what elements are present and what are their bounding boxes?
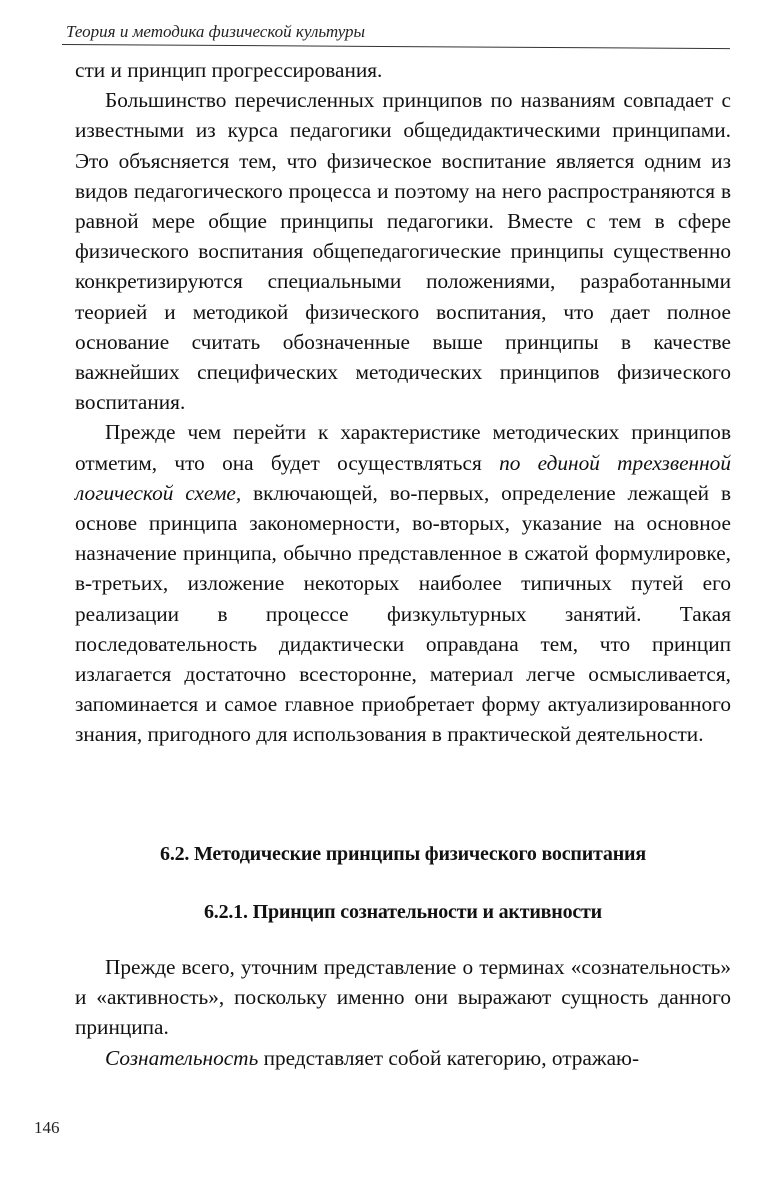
paragraph [75, 1043, 731, 1073]
running-header: Теория и методика физической культуры [66, 22, 366, 41]
paragraph-text: представляет собой категорию, отражаю- [258, 1045, 640, 1070]
main-text [75, 55, 731, 750]
section-heading: 6.2. Методические принципы физического воспитания [160, 843, 646, 865]
paragraph: Прежде всего, уточним представление о терминах «сознательность» и «активность», поскольку именно они выражают сущность данного принципа. [75, 955, 731, 1040]
paragraph-text: Прежде чем перейти к характеристике методических принципов отметим, что она будет осуществляться [75, 420, 731, 475]
subsection-heading: 6.2.1. Принцип сознательности и активности [203, 901, 602, 923]
page-number: 146 [34, 1118, 60, 1137]
emphasis-text: Сознательность [105, 1045, 259, 1070]
emphasis-text: по единой трехзвенной логической схеме, [75, 450, 731, 505]
paragraph-continuation: сти и принцип прогрессирования. [75, 58, 383, 82]
paragraph: Большинство перечисленных принципов по названиям совпадает с известными из курса педагогики общедидактическими принципами. Это объясняется тем, что физическое воспитание является одним из видов педагогического процесса и поэтому на него распространяются в равной мере общие принципы педагогики. Вместе с тем в сфере физического воспитания общепедагогические принципы существенно конкретизируются специальными положениями, разработанными теорией и методикой физического воспитания, что дает полное основание считать обозначенные выше принципы в качестве важнейших специфических методических принципов физического воспитания. [75, 88, 731, 415]
paragraph-text: включающей, во-первых, определение лежащей в основе принципа закономерности, во-вторых, указание на основное назначение принципа, обычно представленное в сжатой формулировке, в-третьих, изложение некоторых наиболее типичных путей его реализации в процессе физкультурных занятий. Такая последовательность дидактически оправдана тем, что принцип излагается достаточно всесторонне, материал легче осмысливается, запоминается и самое главное приобретает форму актуализированного знания, пригодного для использования в практической деятельности. [75, 480, 731, 747]
paragraph [75, 417, 731, 749]
section-text [75, 952, 731, 1073]
header-rule [62, 44, 730, 49]
